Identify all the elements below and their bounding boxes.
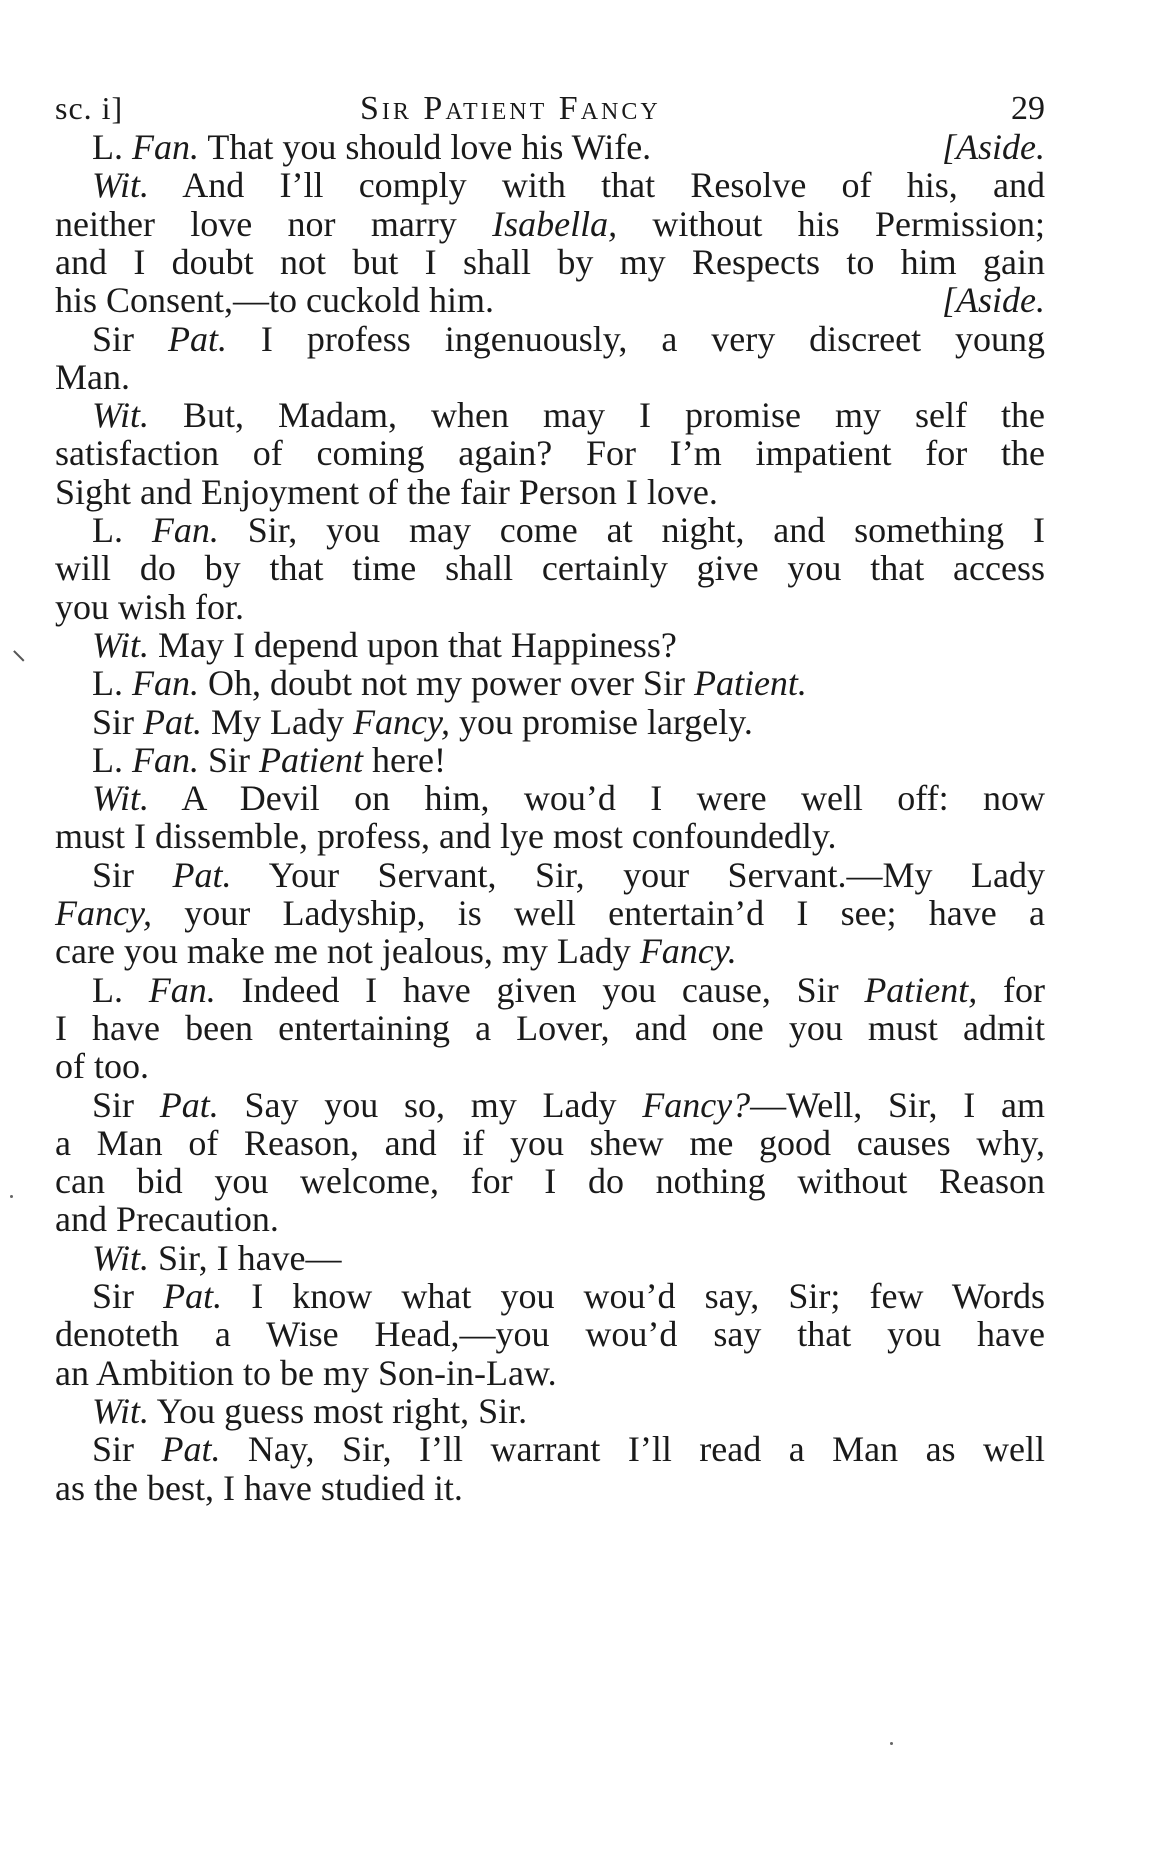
italic-text: Wit. xyxy=(92,1237,150,1278)
margin-mark xyxy=(14,650,25,661)
italic-text: Patient. xyxy=(693,663,807,704)
text-run: you promise largely. xyxy=(449,701,753,742)
text-run: But, Madam, when may I promise my self the xyxy=(149,395,1045,436)
text-run: My Lady xyxy=(202,701,353,742)
text-run: will do by that time shall certainly give you that access xyxy=(55,548,1045,589)
italic-text: Pat. xyxy=(159,1084,219,1125)
text-run: and I doubt not but I shall by my Respects to him gain xyxy=(55,241,1045,282)
text-run: —Well, Sir, I am xyxy=(750,1084,1045,1125)
italic-text: Pat. xyxy=(172,854,232,895)
italic-text: Pat. xyxy=(163,1276,223,1316)
italic-text: Fan. xyxy=(148,969,216,1010)
text-run: a Man of Reason, and if you shew me good causes why, xyxy=(55,1122,1045,1163)
text-run: Sir xyxy=(92,318,168,359)
text-run: for xyxy=(977,969,1045,1010)
text-run: Man. xyxy=(55,356,130,397)
margin-speck xyxy=(10,1195,13,1198)
italic-text: Fan. xyxy=(132,663,199,704)
text-run: his Consent,—to cuckold him. xyxy=(55,280,494,321)
italic-text: Wit. xyxy=(92,1390,150,1431)
text-run: L. xyxy=(92,969,149,1010)
italic-text: Isabella, xyxy=(492,203,618,244)
text-run: denoteth a Wise Head,—you wou’d say that you have xyxy=(55,1314,1045,1355)
text-run: Sir xyxy=(92,1084,160,1125)
italic-text: Fancy, xyxy=(353,701,450,742)
text-run: an Ambition to be my Son-in-Law. xyxy=(55,1352,557,1393)
text-run: of too. xyxy=(55,1046,149,1087)
text-run: must I dissemble, profess, and lye most confoundedly. xyxy=(55,816,837,857)
text-run: A Devil on him, wou’d I were well off: now xyxy=(149,778,1045,819)
italic-text: Fancy. xyxy=(639,931,737,972)
italic-text: Fan. xyxy=(132,127,199,167)
stage-direction: [Aside. xyxy=(942,127,1045,167)
text-run: neither love nor marry xyxy=(55,203,493,244)
section-marker: sc. i] xyxy=(55,90,124,126)
running-title: Sir Patient Fancy xyxy=(360,90,661,127)
text-run: Sir, I have— xyxy=(149,1237,342,1278)
text-run: And I’ll comply with that Resolve of his, and xyxy=(149,165,1045,206)
text-run: satisfaction of coming again? For I’m impatient for the xyxy=(55,433,1045,474)
italic-text: Wit. xyxy=(92,778,150,819)
text-run: I have been entertaining a Lover, and one you must admit xyxy=(55,1007,1045,1048)
text-run: I know what you wou’d say, Sir; few Words xyxy=(222,1276,1045,1316)
text-run: That you should love his Wife. xyxy=(199,127,652,167)
italic-text: Patient xyxy=(259,739,363,780)
text-run: Sir xyxy=(92,854,173,895)
italic-text: Pat. xyxy=(167,318,227,359)
text-run: Nay, Sir, I’ll warrant I’ll read a Man as well xyxy=(220,1429,1045,1470)
text-run: you wish for. xyxy=(55,586,244,627)
page-speck xyxy=(890,1742,893,1745)
text-run: Sir xyxy=(92,1429,162,1470)
text-run: Say you so, my Lady xyxy=(218,1084,643,1125)
italic-text: Fancy? xyxy=(642,1084,751,1125)
text-run: as the best, I have studied it. xyxy=(55,1467,463,1508)
text-run: here! xyxy=(363,739,446,780)
text-run: I profess ingenuously, a very discreet young xyxy=(226,318,1046,359)
text-run: L. xyxy=(92,663,132,704)
text-run: Sight and Enjoyment of the fair Person I love. xyxy=(55,471,718,512)
italic-text: Pat. xyxy=(143,701,203,742)
text-run: your Ladyship, is well entertain’d I see; have a xyxy=(151,893,1045,933)
text-run: Indeed I have given you cause, Sir xyxy=(215,969,865,1010)
text-run: L. xyxy=(92,127,132,167)
italic-text: Fan. xyxy=(132,739,199,780)
stage-direction: [Aside. xyxy=(942,280,1045,321)
text-run: Sir, you may come at night, and something I xyxy=(218,510,1045,550)
page-number: 29 xyxy=(1011,90,1045,127)
text-line xyxy=(55,1465,1045,1511)
text-run: Oh, doubt not my power over Sir xyxy=(199,663,694,704)
text-run: May I depend upon that Happiness? xyxy=(149,624,677,665)
text-run: Sir xyxy=(199,739,260,780)
text-run: and Precaution. xyxy=(55,1199,279,1240)
italic-text: Patient, xyxy=(864,969,978,1010)
text-run: Your Servant, Sir, your Servant.—My Lady xyxy=(231,854,1045,895)
text-run: You guess most right, Sir. xyxy=(149,1390,528,1431)
italic-text: Wit. xyxy=(92,395,150,436)
text-run: Sir xyxy=(92,701,144,742)
text-run: care you make me not jealous, my Lady xyxy=(55,931,640,972)
italic-text: Pat. xyxy=(161,1429,221,1470)
text-run: without his Permission; xyxy=(617,203,1046,244)
italic-text: Wit. xyxy=(92,624,150,665)
text-run: can bid you welcome, for I do nothing without Reason xyxy=(55,1161,1045,1202)
italic-text: Fan. xyxy=(151,510,219,550)
italic-text: Fancy, xyxy=(55,893,152,933)
text-run: Sir xyxy=(92,1276,164,1316)
italic-text: Wit. xyxy=(92,165,150,206)
text-run: L. xyxy=(92,739,132,780)
text-run: L. xyxy=(92,510,152,550)
